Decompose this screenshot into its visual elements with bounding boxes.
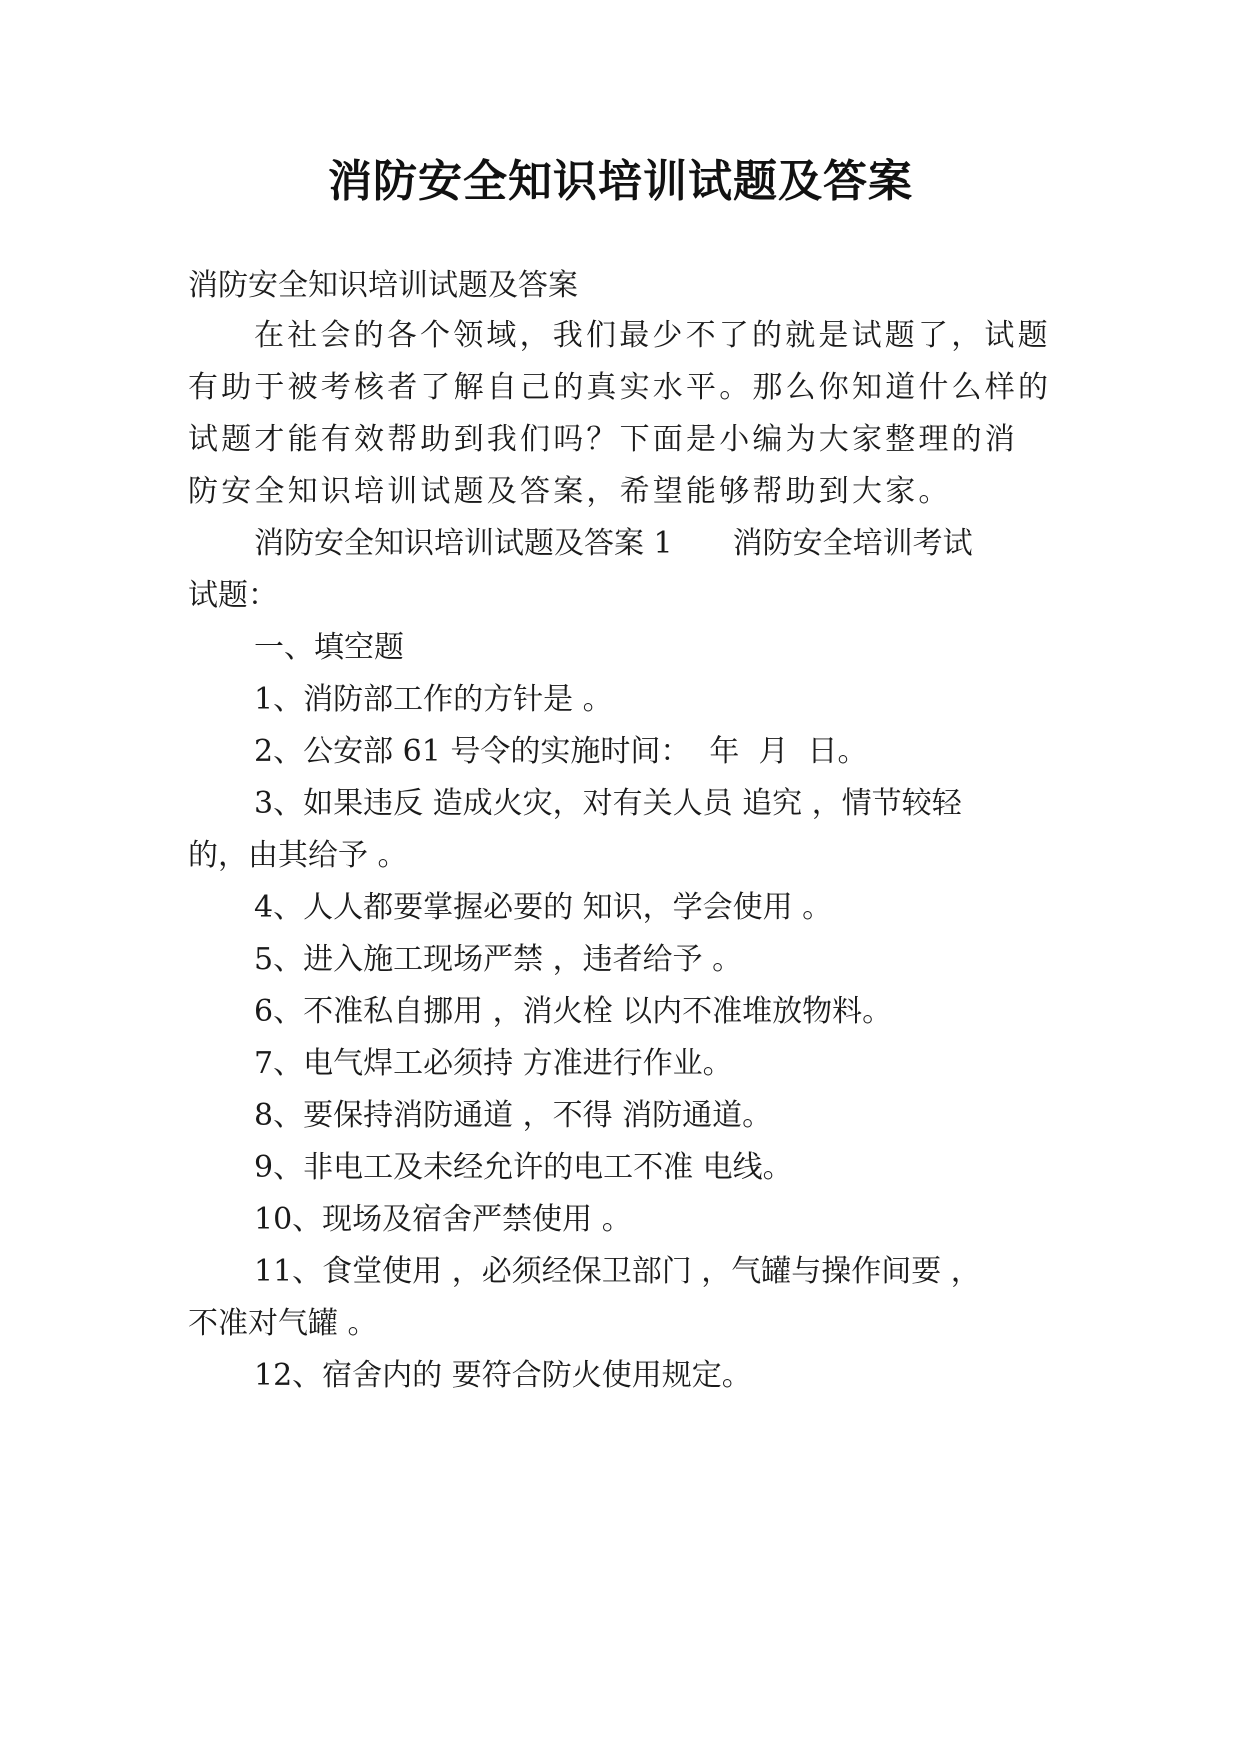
part-heading-line-2: 试题： xyxy=(188,578,278,613)
question-4: 4、人人都要掌握必要的 知识，学会使用 。 xyxy=(254,890,833,925)
question-9: 9、非电工及未经允许的电工不准 电线。 xyxy=(254,1150,793,1185)
intro-line-1: 在社会的各个领域，我们最少不了的就是试题了，试题 xyxy=(254,318,1051,353)
question-3-continued: 的，由其给予 。 xyxy=(188,838,408,873)
question-11-continued: 不准对气罐 。 xyxy=(188,1306,378,1341)
part-heading-line-1: 消防安全知识培训试题及答案 1 消防安全培训考试 xyxy=(254,526,973,561)
intro-line-4: 防安全知识培训试题及答案，希望能够帮助到大家。 xyxy=(188,474,952,509)
intro-line-2: 有助于被考核者了解自己的真实水平。那么你知道什么样的 xyxy=(188,370,1052,405)
question-1: 1、消防部工作的方针是 。 xyxy=(254,682,613,717)
question-8: 8、要保持消防通道 ，不得 消防通道。 xyxy=(254,1098,773,1133)
question-7: 7、电气焊工必须持 方准进行作业。 xyxy=(254,1046,733,1081)
section-heading: 一、填空题 xyxy=(254,630,404,665)
question-5: 5、进入施工现场严禁 ，违者给予 。 xyxy=(254,942,743,977)
question-3: 3、如果违反 造成火灾，对有关人员 追究 ，情节较轻 xyxy=(254,786,962,821)
question-6: 6、不准私自挪用 ，消火栓 以内不准堆放物料。 xyxy=(254,994,893,1029)
question-11: 11、食堂使用 ，必须经保卫部门 ，气罐与操作间要 ， xyxy=(254,1254,981,1289)
document-title: 消防安全知识培训试题及答案 xyxy=(328,156,913,207)
question-12: 12、宿舍内的 要符合防火使用规定。 xyxy=(254,1358,752,1393)
subtitle: 消防安全知识培训试题及答案 xyxy=(188,268,578,303)
question-2: 2、公安部 61 号令的实施时间： 年 月 日。 xyxy=(254,734,868,769)
intro-line-3: 试题才能有效帮助到我们吗？下面是小编为大家整理的消 xyxy=(188,422,1018,457)
question-10: 10、现场及宿舍严禁使用 。 xyxy=(254,1202,632,1237)
